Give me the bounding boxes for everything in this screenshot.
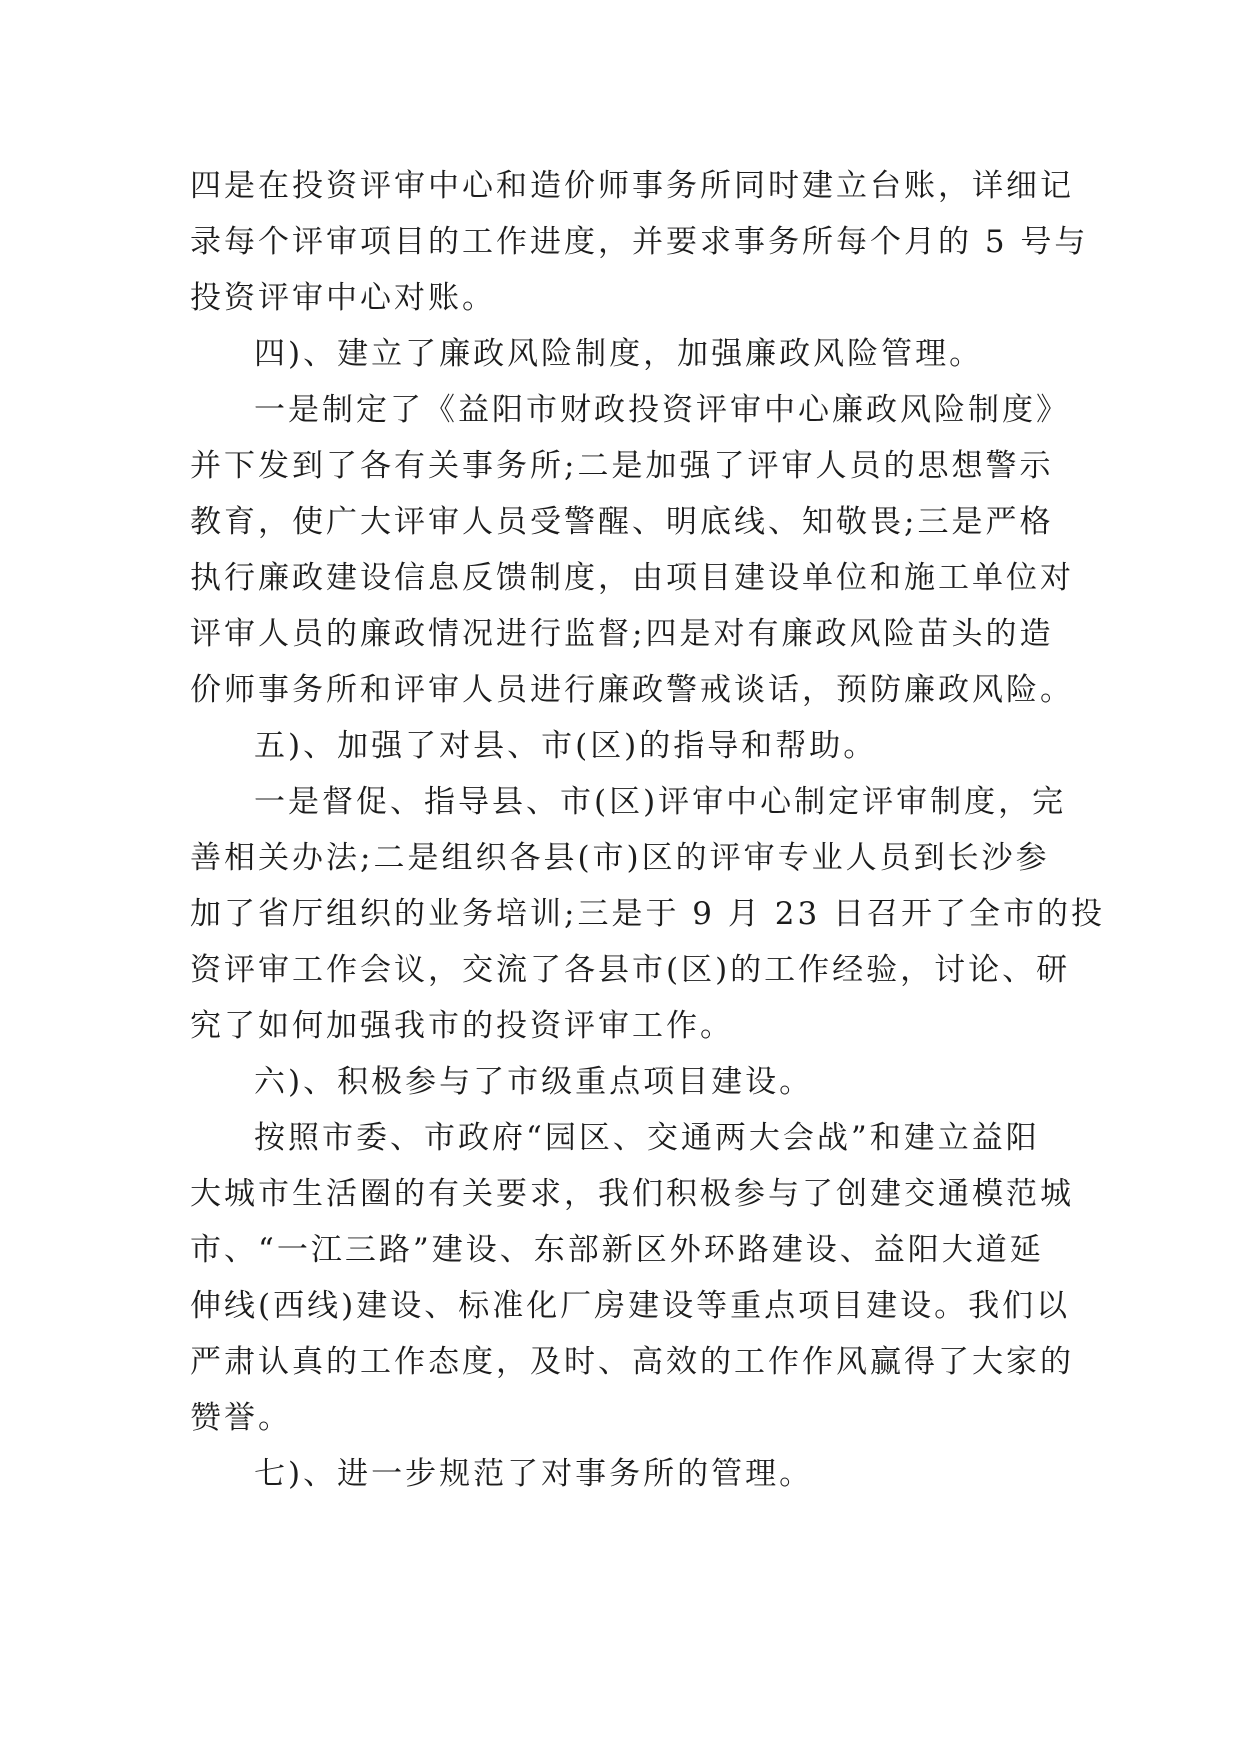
- heading-text: 七)、进一步规范了对事务所的管理。: [254, 1456, 814, 1492]
- text-line: 市、“一江三路”建设、东部新区外环路建设、益阳大道延: [190, 1232, 1044, 1268]
- text-line: 大城市生活圈的有关要求，我们积极参与了创建交通模范城: [190, 1176, 1074, 1212]
- paragraph-ledger: [190, 158, 1089, 326]
- text-line: 录每个评审项目的工作进度，并要求事务所每个月的 5 号与: [190, 224, 1089, 260]
- text-line: 一是制定了《益阳市财政投资评审中心廉政风险制度》: [254, 392, 1070, 428]
- text-line: 投资评审中心对账。: [190, 280, 496, 316]
- text-line: 伸线(西线)建设、标准化厂房建设等重点项目建设。我们以: [190, 1288, 1071, 1324]
- heading-text: 六)、积极参与了市级重点项目建设。: [254, 1064, 814, 1100]
- heading-text: 五)、加强了对县、市(区)的指导和帮助。: [254, 728, 878, 764]
- section-heading-6: [190, 1054, 1060, 1110]
- text-line: 善相关办法;二是组织各县(市)区的评审专业人员到长沙参: [190, 840, 1050, 876]
- section-heading-7: [190, 1446, 1060, 1502]
- text-line: 并下发到了各有关事务所;二是加强了评审人员的思想警示: [190, 448, 1054, 484]
- section-heading-4: [190, 326, 1060, 382]
- paragraph-county-guidance: [190, 774, 1106, 1054]
- text-line: 加了省厅组织的业务培训;三是于 9 月 23 日召开了全市的投: [190, 896, 1106, 932]
- text-line: 执行廉政建设信息反馈制度，由项目建设单位和施工单位对: [190, 560, 1074, 596]
- text-line: 四是在投资评审中心和造价师事务所同时建立台账，详细记: [190, 168, 1074, 204]
- text-line: 严肃认真的工作态度，及时、高效的工作作风赢得了大家的: [190, 1344, 1074, 1380]
- text-line: 评审人员的廉政情况进行监督;四是对有廉政风险苗头的造: [190, 616, 1054, 652]
- section-heading-5: [190, 718, 1060, 774]
- text-line: 价师事务所和评审人员进行廉政警戒谈话，预防廉政风险。: [190, 672, 1074, 708]
- heading-text: 四)、建立了廉政风险制度，加强廉政风险管理。: [254, 336, 984, 372]
- document-body: [190, 158, 1106, 1502]
- text-line: 赞誉。: [190, 1400, 292, 1436]
- text-line: 究了如何加强我市的投资评审工作。: [190, 1008, 734, 1044]
- text-line: 资评审工作会议，交流了各县市(区)的工作经验，讨论、研: [190, 952, 1071, 988]
- text-line: 教育，使广大评审人员受警醒、明底线、知敬畏;三是严格: [190, 504, 1054, 540]
- text-line: 按照市委、市政府“园区、交通两大会战”和建立益阳: [254, 1120, 1040, 1156]
- paragraph-integrity-risk: [190, 382, 1074, 718]
- paragraph-key-projects: [190, 1110, 1074, 1446]
- text-line: 一是督促、指导县、市(区)评审中心制定评审制度，完: [254, 784, 1067, 820]
